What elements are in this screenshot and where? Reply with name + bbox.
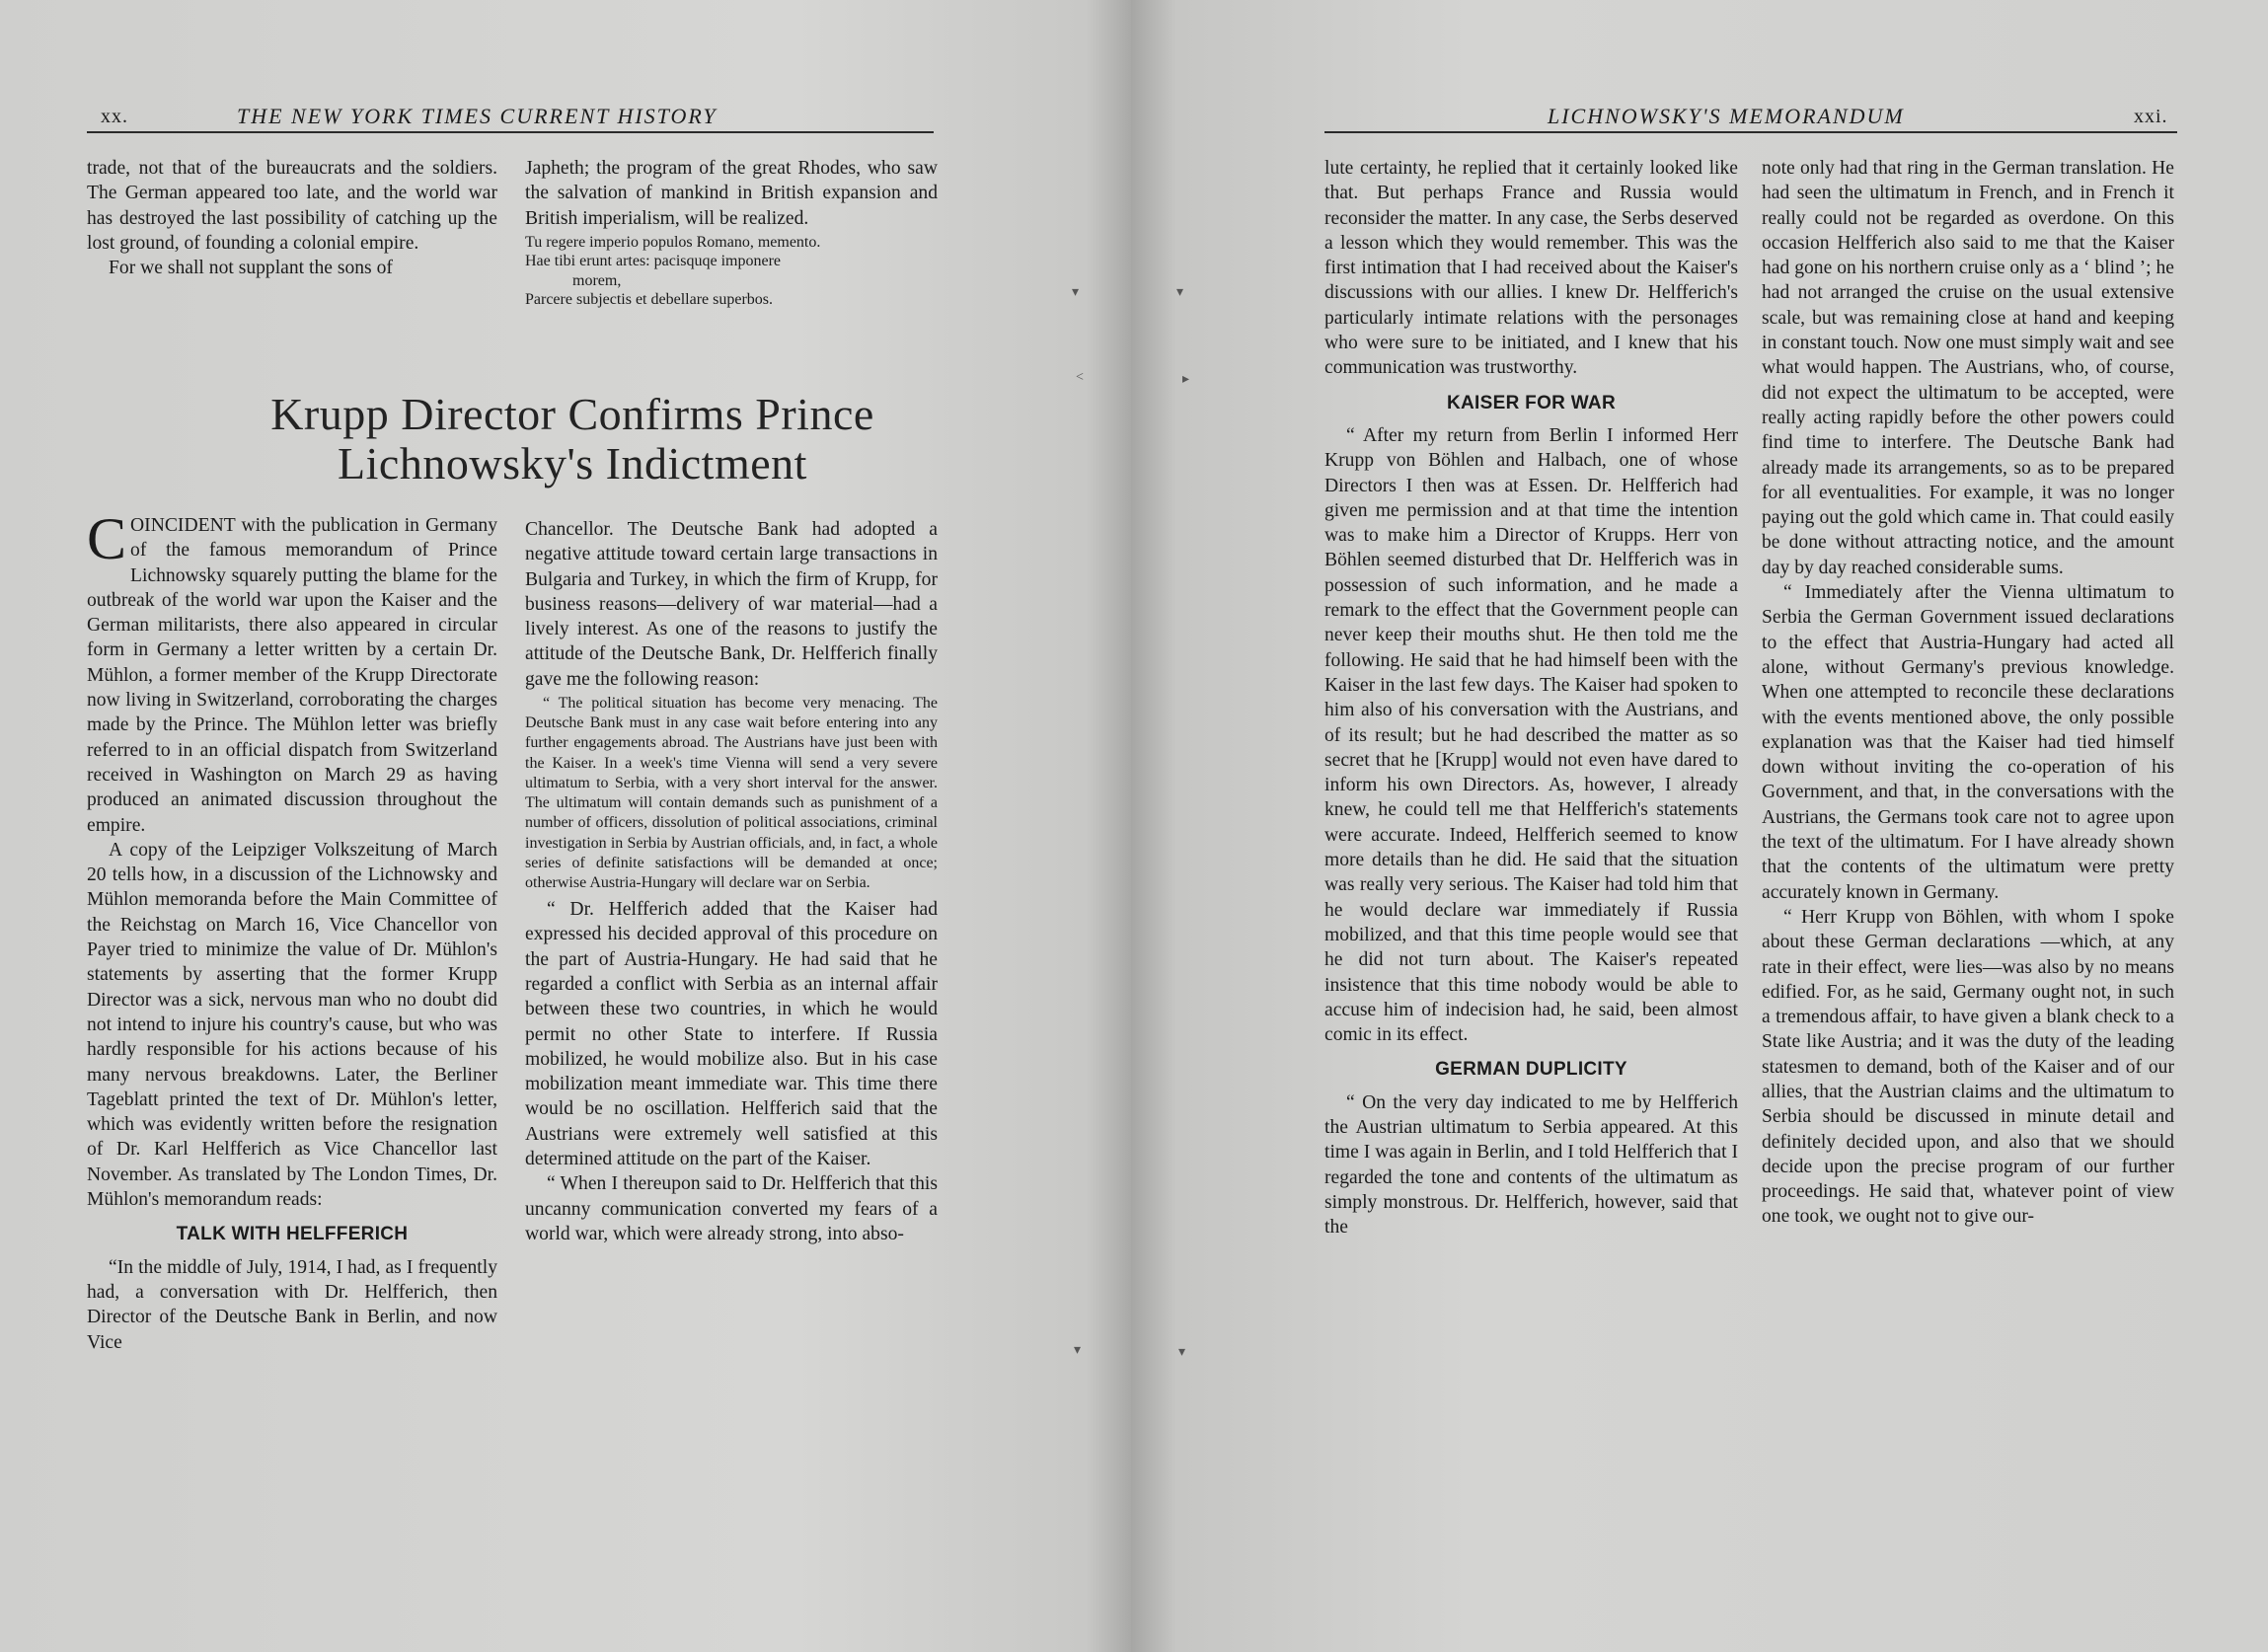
paragraph: Japheth; the program of the great Rhodes, who saw the salvation of mankind in British expansion and British imperialism, will be realized. <box>525 158 938 229</box>
margin-mark: ˂ <box>1076 370 1084 385</box>
paragraph: trade, not that of the bureaucrats and the soldiers. The German appeared too late, and the world war has destroyed the last possibility of catching up the lost ground, of founding a colonial empire. <box>87 158 497 254</box>
left-folio: xx. <box>101 106 128 127</box>
article-headline <box>99 390 1046 488</box>
paragraph-text: OINCIDENT with the publication in Germany of the famous memorandum of Prince Lichnowsky squarely putting the blame for the outbreak of the world war upon the Kaiser and the German militarists, there also appeared in circular form in Germany a letter written by a certain Dr. Mühlon, a former member of the Krupp Directorate now living in Switzerland, corroborating the charges made by the Prince. The Mühlon letter was briefly referred to in an official dispatch from Switzerland received in Washington on March 29 as having produced an animated discussion throughout the empire. <box>87 515 497 836</box>
right-col2 <box>1762 156 2174 1230</box>
left-col1-article <box>87 506 497 1355</box>
margin-mark: ▾ <box>1176 285 1184 300</box>
paragraph: “ On the very day indicated to me by Helfferich the Austrian ultimatum to Serbia appeared. At this time I was again in Berlin, and I told Helfferich that I regarded the tone and contents of the ultimatum as simply monstrous. Dr. Helfferich, however, said that the <box>1324 1091 1738 1239</box>
paragraph: “ Herr Krupp von Böhlen, with whom I spoke about these German declarations —which, at any rate in their effect, were lies—was also by no means edified. For, as he said, Germany ought not, in such a tremendous affair, to have given a blank check to a State like Austria; and it was the duty of the leading statesmen to demand, both of the Kaiser and of our allies, that the Austrian claims and the ultimatum to Serbia should be discussed in minute detail and definitely decided upon, and also that we should decide upon the precise program of our further proceedings. He said that, whatever point of view one took, we ought not to give our- <box>1762 906 2174 1228</box>
latin-line: Hae tibi erunt artes: pacisquqe imponere <box>525 253 782 270</box>
paragraph: “ Immediately after the Vienna ultimatum to Serbia the German Government issued declarations to the effect that Austria-Hungary had acted all alone, without Germany's previous knowledge. When one attempted to reconcile these declarations with the events mentioned above, the only possible explanation was that the Kaiser had tied himself down without inviting the co-operation of his Government, and that, in the conversations with the Austrians, the Germans took care not to agree upon the text of the ultimatum. For I have already shown that the contents of the ultimatum were pretty accurately known in Germany. <box>1762 582 2174 903</box>
section-subhead: KAISER FOR WAR <box>1447 392 1616 413</box>
margin-mark: ▾ <box>1178 1345 1186 1360</box>
paragraph: For we shall not supplant the sons of <box>109 258 393 279</box>
block-quote <box>525 694 938 893</box>
section-subhead: GERMAN DUPLICITY <box>1435 1059 1627 1081</box>
right-col1 <box>1324 156 1738 1239</box>
section-subhead: TALK WITH HELFFERICH <box>176 1224 409 1245</box>
paragraph: note only had that ring in the German translation. He had seen the ultimatum in French, and in French it really could not be regarded as overdone. On this occasion Helfferich also said to me that the Kaiser had gone on his northern cruise only as a ‘ blind ’; he had not arranged the cruise on the usual extensive scale, but was remaining close at hand and keeping in constant touch. Now one must simply wait and see what would happen. The Austrians, who, of course, did not expect the ultimatum to be accepted, were really acting rapidly before the other powers could find time to interfere. The Deutsche Bank had already made its arrangements, so as to be prepared for all eventualities. For example, it was no longer paying out the gold which came in. That could easily be done without attracting notice, and the amount day by day reached considerable sums. <box>1762 158 2174 578</box>
left-col2-article <box>525 517 938 1246</box>
drop-cap: C <box>87 506 127 571</box>
right-folio: xxi. <box>2134 106 2168 127</box>
paragraph: “ When I thereupon said to Dr. Helfferich that this uncanny communication converted my fears of a world war, which were already strong, into abso- <box>525 1173 938 1244</box>
margin-mark: ▾ <box>1072 285 1080 300</box>
latin-line: Parcere subjectis et debellare superbos. <box>525 291 774 309</box>
headline-line: Krupp Director Confirms Prince <box>270 389 874 439</box>
latin-line: morem, <box>572 271 622 289</box>
left-page <box>0 0 1131 1652</box>
margin-mark: ▾ <box>1074 1343 1082 1358</box>
right-running-title: LICHNOWSKY'S MEMORANDUM <box>1548 104 1905 128</box>
left-running-head <box>87 104 934 133</box>
left-col1-top <box>87 156 497 280</box>
paragraph: A copy of the Leipziger Volkszeitung of March 20 tells how, in a discussion of the Lichnowsky and Mühlon memoranda before the Main Committee of the Reichstag on March 16, Vice Chancellor von Payer tried to minimize the value of Dr. Mühlon's statements by asserting that the former Krupp Director was a sick, nervous man who no doubt did not intend to injure his country's cause, but who was hardly responsible for his actions because of his many nervous breakdowns. Later, the Berliner Tageblatt printed the text of Dr. Mühlon's letter, which was evidently written before the resignation of Dr. Karl Helfferich as Vice Chancellor last November. As translated by The London Times, Dr. Mühlon's memorandum reads: <box>87 839 497 1211</box>
margin-mark: ▸ <box>1182 372 1190 387</box>
headline-line: Lichnowsky's Indictment <box>338 438 807 488</box>
left-col2-top <box>525 156 938 310</box>
paragraph: lute certainty, he replied that it certainly looked like that. But perhaps France and Russia would reconsider the matter. In any case, the Serbs deserved a lesson which they would remember. This was the first intimation that I had received about the Kaiser's discussions with our allies. I knew Dr. Helfferich's particularly intimate relations with the personages who were sure to be initiated, and I knew that his communication was trustworthy. <box>1324 158 1738 379</box>
right-running-head <box>1324 104 2177 133</box>
paragraph <box>87 506 497 838</box>
paragraph: “ The political situation has become very menacing. The Deutsche Bank must in any case wait before entering into any further engagements abroad. The Austrians have just been with the Kaiser. In a week's time Vienna will send a very severe ultimatum to Serbia, with a very short interval for the answer. The ultimatum will contain demands such as punishment of a number of officers, dissolution of political associations, criminal investigation in Serbia by Austrian officials, and, in fact, a whole series of definite satisfactions will be demanded at once; otherwise Austria-Hungary will declare war on Serbia. <box>525 695 938 891</box>
latin-line: Tu regere imperio populos Romano, memento. <box>525 233 821 251</box>
paragraph: Chancellor. The Deutsche Bank had adopted a negative attitude toward certain large transactions in Bulgaria and Turkey, in which the firm of Krupp, for business reasons—delivery of war material—had a lively interest. As one of the reasons to justify the attitude of the Deutsche Bank, Dr. Helfferich finally gave me the following reason: <box>525 519 938 690</box>
left-running-title: THE NEW YORK TIMES CURRENT HISTORY <box>237 104 718 128</box>
paragraph: “ After my return from Berlin I informed Herr Krupp von Böhlen and Halbach, one of whose Directors I then was at Essen. Dr. Helfferich had given me permission and at that time the intention was to make him a Director of Krupps. Herr von Böhlen seemed disturbed that Dr. Helfferich was in possession of such information, and he made a remark to the effect that the Government people can never keep their mouths shut. He then told me the following. He said that he had himself been with the Kaiser in the last few days. The Kaiser had spoken to him also of his conversation with the Austrians, and of its result; but he had described the matter as so secret that he [Krupp] would not even have dared to inform his own Directors. As, however, I already knew, he could tell me that Helfferich's statements were accurate. Indeed, Helfferich seemed to know more details than he did. He said that the situation was really very serious. The Kaiser had told him that he would declare war immediately if Russia mobilized, and that this time people would see that he did not turn about. The Kaiser's repeated insistence that this time nobody would be able to accuse him of indecision had, he said, been almost comic in its effect. <box>1324 424 1738 1046</box>
paragraph: “ Dr. Helfferich added that the Kaiser had expressed his decided approval of this procedure on the part of Austria-Hungary. He had said that he regarded a conflict with Serbia as an internal affair between these two countries, in which he would permit no other State to interfere. If Russia mobilized, he would mobilize also. But in his case mobilization meant immediate war. This time there would be no oscillation. Helfferich said that the Austrians were extremely well satisfied at this determined attitude on the part of the Kaiser. <box>525 899 938 1170</box>
right-page <box>1131 0 2268 1652</box>
paragraph: “In the middle of July, 1914, I had, as I frequently had, a conversation with Dr. Helfferich, then Director of the Deutsche Bank in Berlin, and now Vice <box>87 1256 497 1353</box>
latin-quote <box>525 233 938 310</box>
